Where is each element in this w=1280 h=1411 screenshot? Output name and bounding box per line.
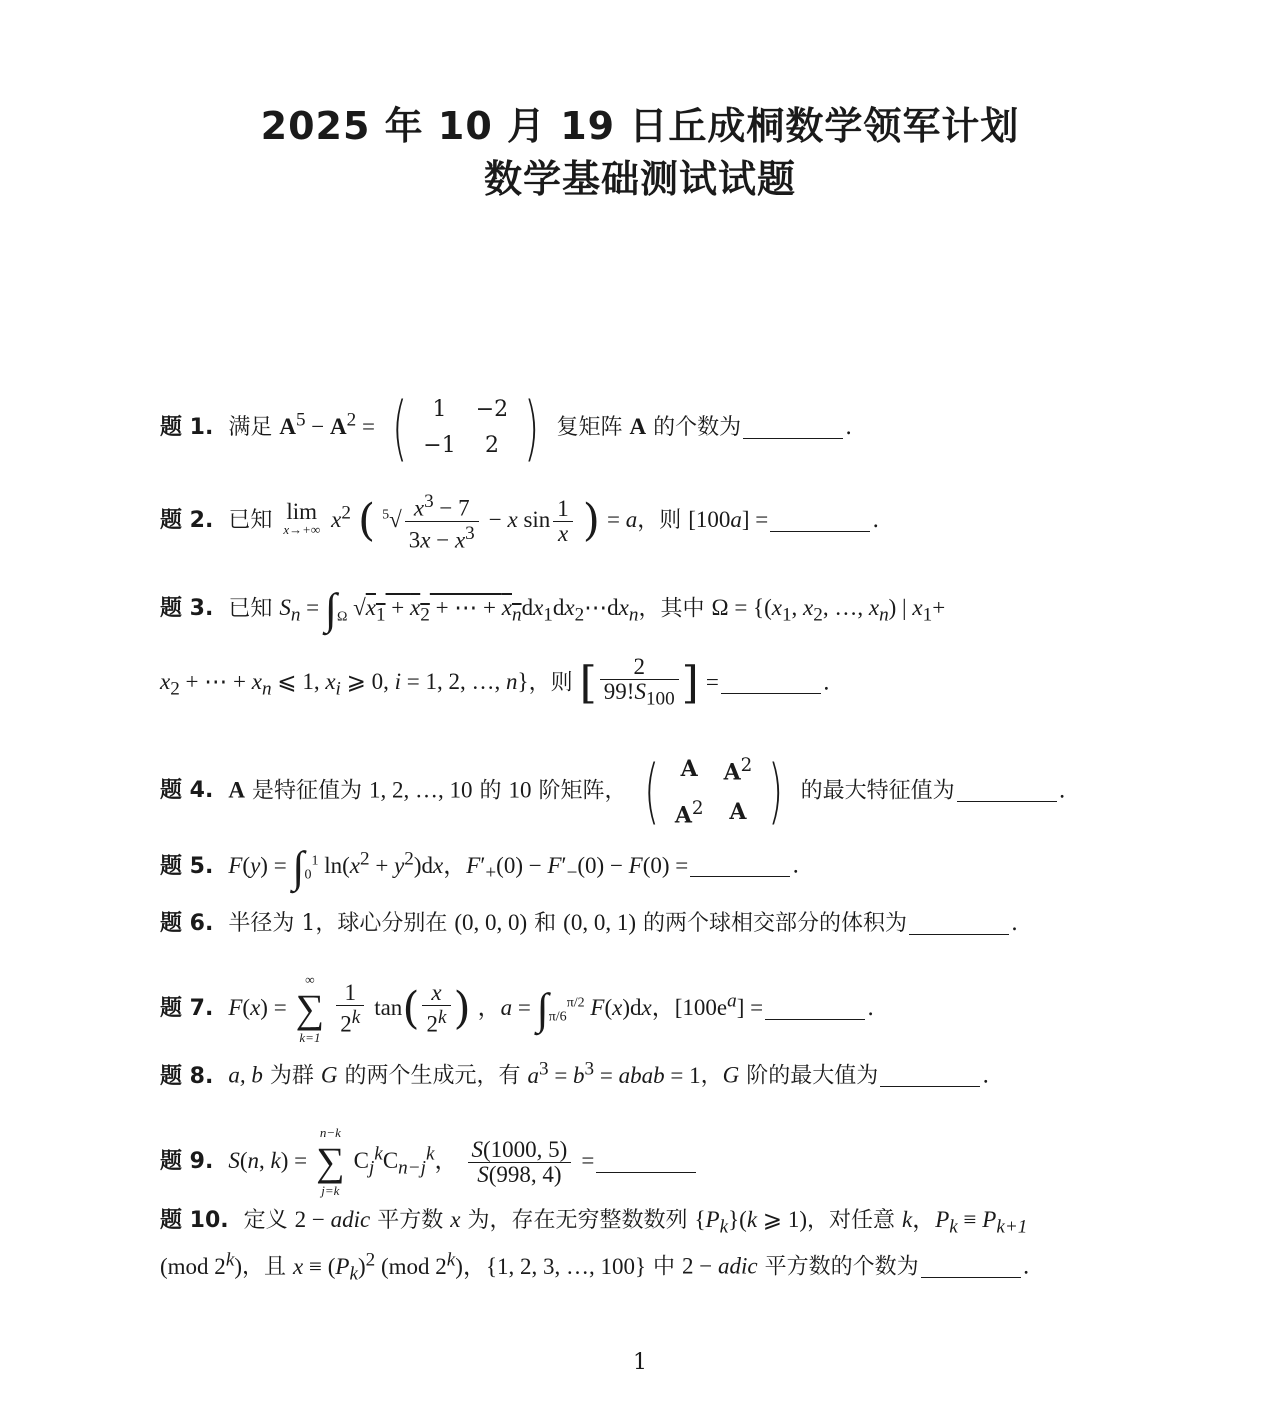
question-3-line2: $x_2$ + ⋯ + $x_n$ ⩽ 1, $x_i$ ⩾ 0, i = 1, 2, …, n}，则 [ $\frac{2}{99!S_{100}}$ ] = .	[160, 654, 830, 710]
answer-blank[interactable]	[690, 856, 790, 877]
answer-blank[interactable]	[743, 418, 843, 439]
answer-blank[interactable]	[596, 1152, 696, 1173]
answer-blank[interactable]	[721, 673, 821, 694]
question-5: 题 5. $F(y) = \int_0^1$ $\ln(x^2 + y^2)dx$，$F'_+(0) - F'_-(0) - F(0)$ = .	[160, 842, 800, 892]
question-6: 题 6. 半径为 1，球心分别在 (0, 0, 0) 和 (0, 0, 1) 的两个球相交部分的体积为 .	[160, 910, 1019, 936]
answer-blank[interactable]	[957, 781, 1057, 802]
page-title: 2025 年 10 月 19 日丘成桐数学领军计划	[260, 104, 1020, 148]
question-9: 题 9. S(n, k) = n−k ∑ j=k $C_j^kC_{n-j}^k$， $\frac{S(1000, 5)}{S(998, 4)}$ =	[160, 1125, 1125, 1199]
question-10: 题 10. 定义 2 − adic 平方数 x 为，存在无穷整数数列 $\{P_k\}(k$ ⩾ 1)，对任意 k，$P_k \equiv P_{k+1}$	[160, 1207, 1028, 1238]
question-10-line2: (mod 2$^k$)，且 $x \equiv (P_k)^2$ (mod 2$^k$)，{1, 2, 3, …, 100} 中 2 − adic 平方数的个数为 .	[160, 1249, 1030, 1285]
answer-blank[interactable]	[765, 999, 865, 1020]
answer-blank[interactable]	[770, 511, 870, 532]
question-1: 题 1. 满足 $A^5 - A^2$ = ( 1 −2 −1 2 ) 复矩阵 A 的个数为 .	[160, 387, 853, 469]
answer-blank[interactable]	[880, 1066, 980, 1087]
question-8: 题 8. a, b 为群 G 的两个生成元，有 $a^3 = b^3$ = abab = 1，G 阶的最大值为 .	[160, 1058, 990, 1089]
question-3: 题 3. 已知 $S_n = \int_\Omega$ $√x_1 + x_2$ + ⋯ + $x_ndx_1dx_2\cdots dx_n$，其中 $\Omega = \{(x_1$, $x_2$, …, $x_n$) | $x_1+$	[160, 585, 946, 634]
answer-blank[interactable]	[909, 914, 1009, 935]
question-4: 题 4. A 是特征值为 1, 2, …, 10 的 10 阶矩阵， ( A $A^2$ $A^2$ A ) 的最大特征值为 .	[160, 748, 1125, 835]
question-7: 题 7. F(x) = ∞ ∑ k=1 $\frac{1}{2^k}$ tan( $\frac{x}{2^k}$ ) ，$a = \int_{\pi/6}^{\pi/2}$ F(x)dx，$[100e^a]$ = .	[160, 972, 875, 1045]
question-2: 题 2. 已知 lim x→+∞ $x^2$ ( $^5$√ $\frac{x^3 - 7}{3x - x^3}$ − x sin $\frac{1}{x}$ ) = a，则 [100a] = .	[160, 491, 880, 553]
matrix: ( 1 −2 −1 2 )	[392, 387, 540, 469]
block-matrix: ( A $A^2$ $A^2$ A )	[643, 750, 784, 833]
page-subtitle: 数学基础测试试题	[483, 157, 796, 201]
answer-blank[interactable]	[921, 1257, 1021, 1278]
page-number: 1	[633, 1350, 647, 1375]
